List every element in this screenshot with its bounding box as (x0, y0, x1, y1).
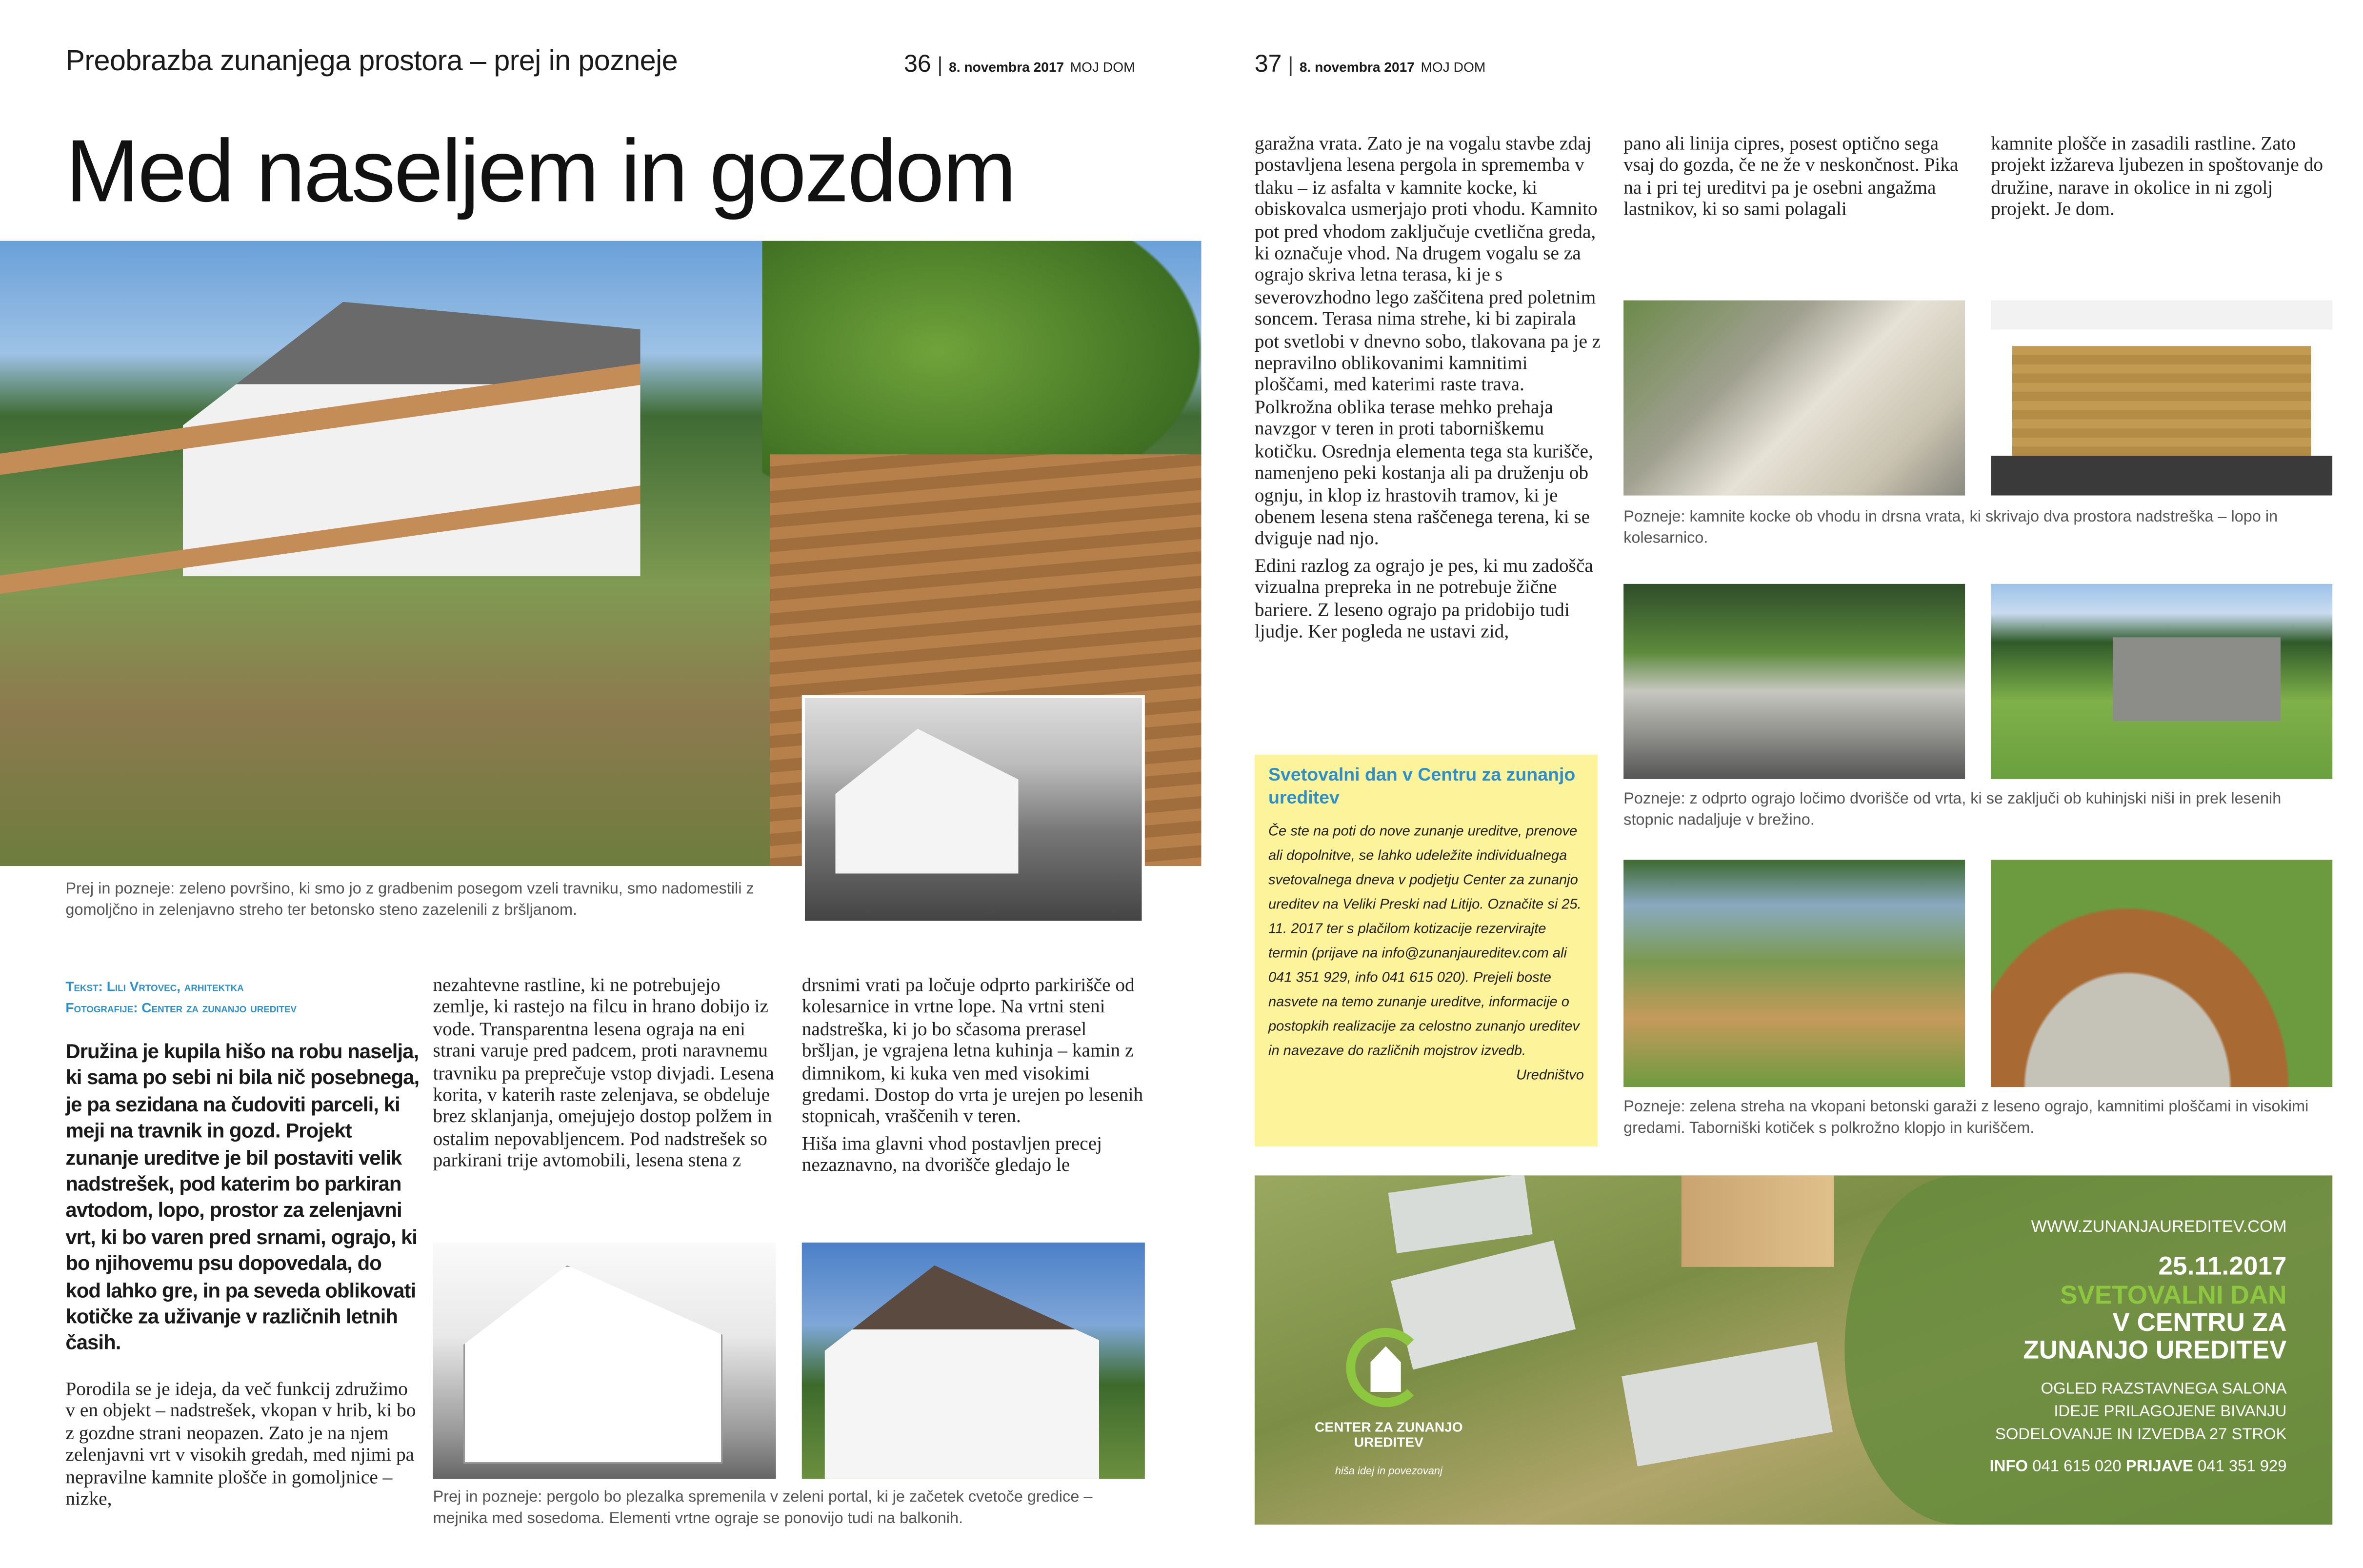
body-column-right-c: kamnite plošče in zasadili rastline. Zato projekt izžareva ljubezen in spoštovanje do družine, narave in okolice in ni zgolj projekt. Je dom. (1991, 132, 2323, 220)
stepping-stone (1388, 1175, 1533, 1253)
house-shape (825, 1266, 1100, 1479)
paragraph: drsnimi vrati pa ločuje odprto parkirišče od kolesarnice in vrtne lope. Na vrtni steni nadstreška, ki jo bo sčasoma prerasel bršljan, je vgrajena letna kuhinja – kamin z dimnikom, ki kuka ven med visokimi gredami. Dostop do vrta je urejen po lesenih stopnicah, vraščenih v teren. (801, 974, 1143, 1127)
magazine-name: MOJ DOM (1421, 59, 1486, 75)
main-photo-caption: Prej in pozneje: zeleno površino, ki smo jo z gradbenim posegom vzeli travniku, smo nadomestili z gomoljčno in zelenjavno streho ter betonsko steno zazelenili z bršljanom. (65, 881, 754, 920)
caption-row-3: Pozneje: zelena streha na vkopani betonski garaži z leseno ograjo, kamnitimi ploščami in visokimi gredami. Taborniški kotiček s polkrožno klopjo in kuriščem. (1623, 1099, 2309, 1138)
ad-feature: IDEJE PRILAGOJENE BIVANJU (2054, 1403, 2287, 1421)
before-photo-house-bw (433, 1243, 776, 1479)
photo-campfire-bench (1991, 860, 2332, 1087)
ad-feature: OGLED RAZSTAVNEGA SALONA (2041, 1380, 2287, 1398)
sidebar-title: Svetovalni dan v Centru za zunanjo ureditev (1268, 764, 1576, 808)
running-title: Preobrazba zunanjega prostora – prej in pozneje (65, 45, 678, 78)
caption-row-1: Pozneje: kamnite kocke ob vhodu in drsna vrata, ki skrivajo dva prostora nadstreška – lopo in kolesarnico. (1623, 509, 2278, 547)
issue-date: 8. novembra 2017 (1299, 59, 1415, 75)
photo-stone-cobbles (1623, 301, 1965, 496)
stepping-stone (1622, 1342, 1833, 1467)
sidebar-signature: Uredništvo (1516, 1067, 1584, 1083)
body-column-1: Porodila se je ideja, da več funkcij združimo v en objekt – nadstrešek, vkopan v hrib, ki bo z gozdne strani neopazen. Zato je na njem zelenjavni vrt v visokih gredah, med njimi pa nepravilne kamnite plošče in gomoljnice – nizke, (65, 1378, 416, 1509)
page-number: 36 (904, 52, 931, 78)
paragraph: Edini razlog za ograjo je pes, ki mu zadošča vizualna prepreka in ne potrebuje žične bariere. Z leseno ograjo pa pridobijo tudi ljudje. Ker pogleda ne ustavi zid, (1254, 554, 1593, 642)
magazine-name: MOJ DOM (1070, 59, 1135, 75)
body-column-3 (802, 974, 1146, 1177)
asphalt (1991, 456, 2332, 495)
wooden-doors (2012, 346, 2311, 456)
lead-paragraph: Družina je kupila hišo na robu naselja, ki sama po sebi ni bila nič posebnega, je pa sezidana na čudoviti parceli, ki meji na travnik in gozd. Projekt zunanje ureditve je bil postaviti velik nadstrešek, pod katerim bo parkiran avtodom, lopo, prostor za zelenjavni vrt, ki bo varen pred srnami, ograjo, ki bo njihovemu psu dopovedala, do kod lahko gre, in pa seveda oblikovati kotičke za uživanje v različnih letnih časih. (65, 1040, 420, 1355)
photo-garage-lawn (1991, 584, 2332, 779)
ad-headline-accent: SVETOVALNI DAN (2060, 1281, 2287, 1310)
prijave-phone: 041 351 929 (2197, 1457, 2287, 1476)
paragraph: Hiša ima glavni vhod postavljen precej nezaznavno, na dvorišče gledajo le (801, 1132, 1102, 1176)
ad-feature: SODELOVANJE IN IZVEDBA 27 STROK (1995, 1425, 2287, 1444)
ad-website[interactable]: WWW.ZUNANJAUREDITEV.COM (2031, 1218, 2287, 1237)
photo-sliding-doors (1991, 301, 2332, 496)
info-phone: 041 615 020 (2032, 1457, 2122, 1476)
logo-name: CENTER ZA ZUNANJO UREDITEV (1315, 1419, 1463, 1450)
folio-right (1255, 52, 1485, 79)
folio-divider: | (1287, 52, 1294, 77)
body-column-right-a (1255, 133, 1602, 643)
headline: Med naseljem in gozdom (65, 122, 1015, 221)
folio-left (904, 52, 1135, 79)
credit-photos: Fotografije: Center za zunanjo ureditev (65, 1000, 297, 1016)
info-label: INFO (1989, 1457, 2028, 1476)
page-number: 37 (1254, 52, 1282, 78)
advertisement (1255, 1175, 2332, 1525)
ad-headline-1: V CENTRU ZA (2112, 1308, 2287, 1337)
ad-contact (1990, 1458, 2287, 1478)
photo-fence-yard (1623, 584, 1965, 779)
bottom-photos-caption: Prej in pozneje: pergolo bo plezalka spremenila v zeleni portal, ki je začetek cvetoče gredice – mejnika med sosedoma. Elementi vrtne ograje se ponovijo tudi na balkonih. (433, 1489, 1093, 1528)
house-shape (463, 1266, 722, 1464)
house-shape (836, 729, 1019, 874)
issue-date: 8. novembra 2017 (949, 59, 1064, 75)
after-photo-house (802, 1243, 1145, 1479)
caption-row-2: Pozneje: z odprto ograjo ločimo dvorišče od vrta, ki se zaključi ob kuhinjski niši in prek lesenih stopnic nadaljuje v brežino. (1623, 791, 2282, 829)
before-photo-bw (802, 695, 1145, 924)
garage-wall (2113, 637, 2281, 721)
photo-green-roof-beds (1623, 860, 1965, 1087)
ad-date: 25.11.2017 (2158, 1251, 2287, 1281)
left-text-column (65, 976, 419, 1510)
body-column-right-b: pano ali linija cipres, posest optično sega vsaj do gozda, če ne že v neskončnost. Pika na i pri tej ureditvi pa je osebni angažma lastnikov, ki so sami polagali (1623, 132, 1959, 220)
prijave-label: PRIJAVE (2125, 1457, 2193, 1476)
folio-divider: | (937, 52, 943, 77)
wooden-planter (1682, 1175, 1834, 1267)
sidebar-body: Če ste na poti do nove zunanje ureditve, prenove ali dopolnitve, se lahko udeležite individualnega svetovalnega dneva v podjetju Center za zunanjo ureditev na Veliki Preski nad Litijo. Označite si 25. 11. 2017 ter s plačilom kotizacije rezervirajte termin (prijave na info@zunanjaureditev.com ali 041 351 929, info 041 615 020). Prejeli boste nasvete na temo zunanje ureditve, informacije o postopkih realizacije za celostno zunanjo ureditev in navezave do različnih mojstrov izvedb. (1268, 823, 1582, 1058)
paragraph: garažna vrata. Zato je na vogalu stavbe zdaj postavljena lesena pergola in sprememba v tlaku – iz asfalta v kamnite kocke, ki obiskovalca usmerjajo proti vhodu. Kamnito pot pred vhodom zaključuje cvetlična greda, ki označuje vhod. Na drugem vogalu se za ograjo skriva letna terasa, ki je s severovzhodno lego zaščitena pred poletnim soncem. Terasa nima strehe, ki bi zapirala pot svetlobi v dnevno sobo, tlakovana pa je z nepravilno oblikovanimi kamnitimi ploščami, med katerimi raste trava. Polkrožna oblika terase mehko prehaja navzgor v teren in proti taborniškemu kotičku. Osrednja elementa tega sta kurišče, namenjeno peki kostanja ali pa druženju ob ognju, in klop iz hrastovih tramov, ki je obenem lesena stena raščenega terena, ki se dviguje nad njo. (1254, 132, 1601, 549)
credits (65, 976, 419, 1019)
body-column-2: nezahtevne rastline, ki ne potrebujejo zemlje, ki rastejo na filcu in hrano dobijo iz vode. Transparentna lesena ograja na eni strani varuje pred padcem, proti naravnemu travniku pa preprečuje vstop divjadi. Lesena korita, v katerih raste zelenjava, se obdeluje brez sklanjanja, omejujejo dostop polžem in ostalim nepovabljencem. Pod nadstrešek so parkirani trije avtomobili, lesena stena z (433, 974, 774, 1171)
credit-text: Tekst: Lili Vrtovec, arhitektka (65, 979, 244, 994)
logo-tagline: hiša idej in povezovanj (1335, 1467, 1442, 1478)
ad-headline-2: ZUNANJO UREDITEV (2023, 1335, 2287, 1365)
sidebar-box (1255, 755, 1598, 1146)
